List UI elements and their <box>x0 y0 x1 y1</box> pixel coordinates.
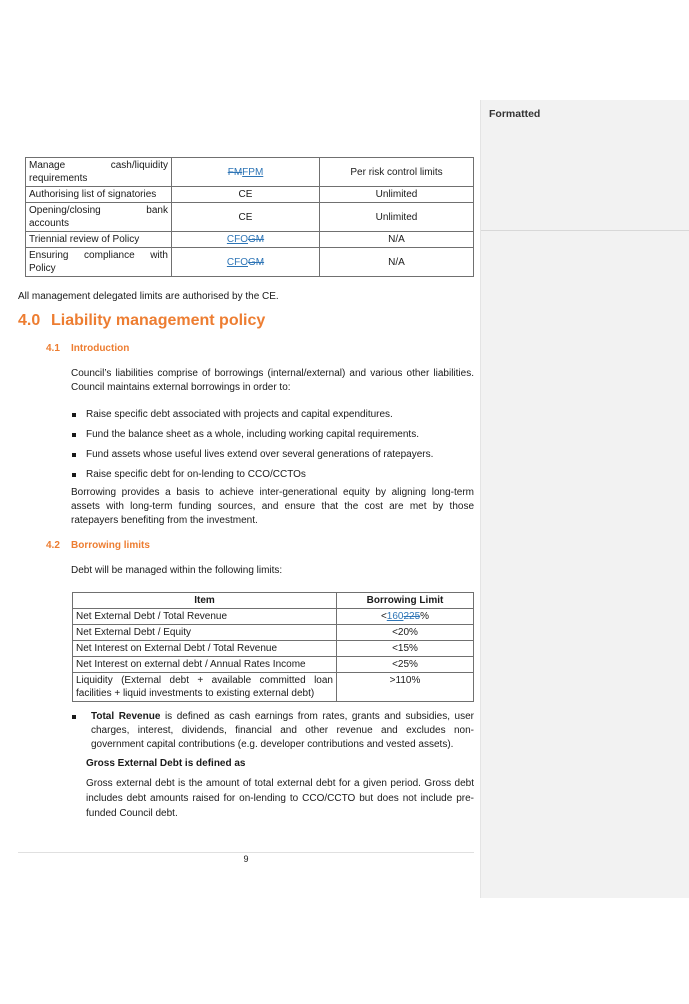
table-cell: <15% <box>337 641 474 657</box>
section-title: Liability management policy <box>51 312 266 329</box>
deleted-revision: FM <box>227 166 243 178</box>
list-item-text: Raise specific debt for on-lending to CCO/CCTOs <box>86 469 306 480</box>
table-row <box>73 625 474 641</box>
bullet-icon <box>72 413 76 417</box>
activity-line: requirements <box>29 173 88 184</box>
page-number: 9 <box>243 854 249 864</box>
comment-pane <box>480 100 689 898</box>
gross-debt-text: Gross external debt is the amount of total external debt for a given period. Gross debt includes debt amounts raised for on-lending to CCO/CCTO but does not include pre-funded Council debt. <box>86 778 474 819</box>
table-cell: Unlimited <box>320 187 474 203</box>
column-header: Borrowing Limit <box>337 593 474 609</box>
table-row <box>26 187 474 203</box>
table-cell: N/A <box>320 232 474 248</box>
table-cell: Net External Debt / Equity <box>73 625 337 641</box>
total-revenue-definition <box>72 710 474 752</box>
table-cell: Per risk control limits <box>320 158 474 187</box>
deleted-revision: GM <box>248 256 265 268</box>
list-item <box>72 428 474 448</box>
table-cell: Authorising list of signatories <box>26 187 172 203</box>
gross-debt-heading: Gross External Debt is defined as <box>86 758 246 769</box>
subsection-number: 4.2 <box>46 540 60 551</box>
bullet-icon <box>72 453 76 457</box>
table-cell: Triennial review of Policy <box>26 232 172 248</box>
inserted-revision: FPM <box>242 166 264 178</box>
definition-text: is defined as cash earnings from rates, grants and subsidies, user charges, interest, dividends, financial and other revenue and excludes non-government capital contributions (e.g. developer contributions and vested assets). <box>91 711 474 750</box>
list-item <box>72 408 474 428</box>
table-cell <box>337 609 474 625</box>
subsection-title: Borrowing limits <box>71 540 150 551</box>
activity-line: Manage cash/liquidity <box>29 160 168 171</box>
section-heading <box>18 312 265 330</box>
table-cell: <25% <box>337 657 474 673</box>
table-cell <box>172 232 320 248</box>
table-row <box>73 673 474 702</box>
deleted-revision: 225 <box>403 611 421 622</box>
limit-prefix: < <box>380 611 387 622</box>
purpose-list <box>72 408 474 488</box>
column-header: Item <box>73 593 337 609</box>
table-cell: CE <box>172 203 320 232</box>
limits-intro: Debt will be managed within the following limits: <box>71 565 283 576</box>
table-row <box>26 203 474 232</box>
table-row <box>73 609 474 625</box>
subsection-number: 4.1 <box>46 343 60 354</box>
subsection-title: Introduction <box>71 343 130 354</box>
inserted-revision: CFO <box>226 234 248 245</box>
bullet-icon <box>72 433 76 437</box>
activity-line: Ensuring compliance with <box>29 250 168 261</box>
activity-line: accounts <box>29 218 70 229</box>
table-cell <box>26 248 172 277</box>
delegation-note: All management delegated limits are authorised by the CE. <box>18 291 279 302</box>
section-number: 4.0 <box>18 312 41 329</box>
delegation-table <box>25 157 474 277</box>
activity-line: Policy <box>29 263 56 274</box>
list-item-text: Fund assets whose useful lives extend over several generations of ratepayers. <box>86 449 434 460</box>
table-cell <box>73 673 337 702</box>
inserted-revision: 160 <box>386 611 404 622</box>
deleted-revision: GM <box>248 234 265 245</box>
bullet-icon <box>72 473 76 477</box>
activity-line: Opening/closing bank <box>29 205 168 216</box>
item-line: Liquidity (External debt + available committed loan <box>76 675 333 686</box>
closing-paragraph: Borrowing provides a basis to achieve inter-generational equity by aligning long-term assets with long-term funding sources, and ensure that the cost are met by those ratepayers benefiting from the investment. <box>71 487 474 526</box>
comment-title: Formatted <box>489 108 541 120</box>
borrowing-limits-table <box>72 592 474 702</box>
table-cell <box>26 158 172 187</box>
table-cell: <20% <box>337 625 474 641</box>
list-item-text: Fund the balance sheet as a whole, including working capital requirements. <box>86 429 419 440</box>
item-line: facilities + liquid investments to existing external debt) <box>76 688 315 699</box>
table-cell <box>26 203 172 232</box>
table-cell: Unlimited <box>320 203 474 232</box>
table-row <box>26 158 474 187</box>
table-cell: Net External Debt / Total Revenue <box>73 609 337 625</box>
definition-term: Total Revenue <box>91 711 161 722</box>
list-item <box>72 468 474 488</box>
footer-divider <box>18 852 474 853</box>
table-cell <box>172 158 320 187</box>
table-cell: N/A <box>320 248 474 277</box>
table-row <box>73 657 474 673</box>
table-header-row <box>73 593 474 609</box>
table-row <box>26 232 474 248</box>
inserted-revision: CFO <box>226 256 248 268</box>
table-cell: Net Interest on external debt / Annual Rates Income <box>73 657 337 673</box>
table-cell: CE <box>172 187 320 203</box>
list-item <box>72 448 474 468</box>
intro-paragraph: Council’s liabilities comprise of borrowings (internal/external) and various other liabilities. Council maintains external borrowings in order to: <box>71 368 474 393</box>
bullet-icon <box>72 715 76 719</box>
limit-suffix: % <box>420 611 430 622</box>
comment-divider <box>481 230 689 231</box>
table-row <box>26 248 474 277</box>
subsection-heading <box>46 343 129 354</box>
table-cell <box>172 248 320 277</box>
subsection-heading <box>46 540 150 551</box>
list-item-text: Raise specific debt associated with projects and capital expenditures. <box>86 409 393 420</box>
table-cell: >110% <box>337 673 474 702</box>
table-cell: Net Interest on External Debt / Total Revenue <box>73 641 337 657</box>
table-row <box>73 641 474 657</box>
